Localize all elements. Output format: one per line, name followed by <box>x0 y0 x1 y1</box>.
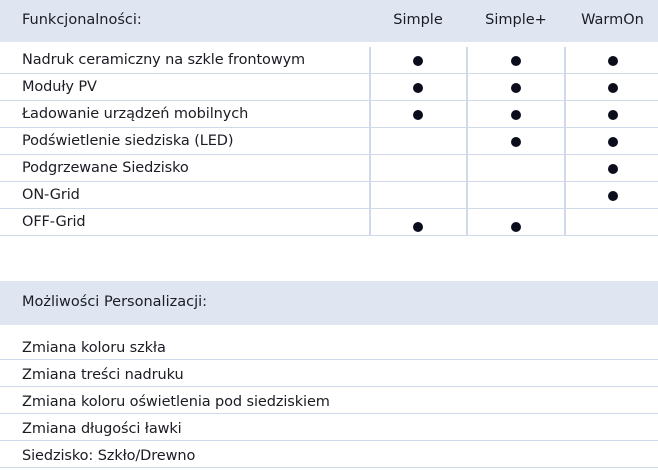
feature-row <box>0 128 658 155</box>
personalization-item <box>0 360 658 387</box>
column-divider <box>466 101 468 127</box>
feature-row <box>0 209 658 236</box>
column-divider <box>564 128 566 154</box>
filled-circle-icon <box>511 222 521 232</box>
cell-warmon <box>567 128 658 154</box>
cell-simple <box>371 155 465 181</box>
cell-simple-plus <box>469 101 563 127</box>
filled-circle-icon <box>608 191 618 201</box>
filled-circle-icon <box>413 222 423 232</box>
cell-simple-plus <box>469 128 563 154</box>
cell-simple <box>371 128 465 154</box>
column-divider <box>564 47 566 73</box>
cell-warmon <box>567 47 658 73</box>
filled-circle-icon <box>413 56 423 66</box>
personalization-label: Zmiana długości ławki <box>22 421 182 437</box>
feature-label: Nadruk ceramiczny na szkle frontowym <box>22 52 306 68</box>
features-title: Funkcjonalności: <box>22 12 142 28</box>
cell-simple <box>371 47 465 73</box>
column-divider <box>466 209 468 235</box>
column-divider <box>466 155 468 181</box>
cell-simple-plus <box>469 209 563 235</box>
column-divider <box>466 74 468 100</box>
personalization-label: Zmiana treści nadruku <box>22 367 184 383</box>
column-divider <box>466 47 468 73</box>
feature-label: Ładowanie urządzeń mobilnych <box>22 106 249 122</box>
personalization-label: Siedzisko: Szkło/Drewno <box>22 448 196 464</box>
cell-warmon <box>567 209 658 235</box>
cell-warmon <box>567 74 658 100</box>
filled-circle-icon <box>413 83 423 93</box>
cell-warmon <box>567 155 658 181</box>
column-divider <box>564 182 566 208</box>
cell-simple <box>371 209 465 235</box>
personalization-item <box>0 414 658 441</box>
filled-circle-icon <box>608 164 618 174</box>
feature-label: Podgrzewane Siedzisko <box>22 160 189 176</box>
cell-simple-plus <box>469 74 563 100</box>
cell-simple-plus <box>469 155 563 181</box>
personalization-item <box>0 333 658 360</box>
column-header-simple: Simple <box>393 12 443 28</box>
feature-row <box>0 74 658 101</box>
filled-circle-icon <box>608 56 618 66</box>
feature-row <box>0 182 658 209</box>
cell-simple-plus <box>469 182 563 208</box>
cell-warmon <box>567 182 658 208</box>
column-divider <box>564 101 566 127</box>
filled-circle-icon <box>608 83 618 93</box>
column-divider <box>466 128 468 154</box>
feature-row <box>0 47 658 74</box>
feature-label: OFF-Grid <box>22 214 86 230</box>
cell-simple <box>371 74 465 100</box>
filled-circle-icon <box>511 83 521 93</box>
filled-circle-icon <box>511 137 521 147</box>
column-divider <box>466 182 468 208</box>
feature-label: Moduły PV <box>22 79 97 95</box>
column-header-warmon: WarmOn <box>581 12 644 28</box>
cell-simple-plus <box>469 47 563 73</box>
personalization-item <box>0 387 658 414</box>
cell-simple <box>371 182 465 208</box>
cell-simple <box>371 101 465 127</box>
filled-circle-icon <box>511 110 521 120</box>
feature-label: Podświetlenie siedziska (LED) <box>22 133 234 149</box>
column-divider <box>564 74 566 100</box>
feature-row <box>0 101 658 128</box>
personalization-title: Możliwości Personalizacji: <box>22 294 208 310</box>
personalization-label: Zmiana koloru oświetlenia pod siedziskiem <box>22 394 330 410</box>
filled-circle-icon <box>511 56 521 66</box>
filled-circle-icon <box>608 110 618 120</box>
feature-label: ON-Grid <box>22 187 80 203</box>
column-divider <box>564 209 566 235</box>
column-header-simple-plus: Simple+ <box>485 12 547 28</box>
feature-row <box>0 155 658 182</box>
personalization-item <box>0 441 658 468</box>
personalization-label: Zmiana koloru szkła <box>22 340 166 356</box>
cell-warmon <box>567 101 658 127</box>
filled-circle-icon <box>413 110 423 120</box>
filled-circle-icon <box>608 137 618 147</box>
column-divider <box>564 155 566 181</box>
